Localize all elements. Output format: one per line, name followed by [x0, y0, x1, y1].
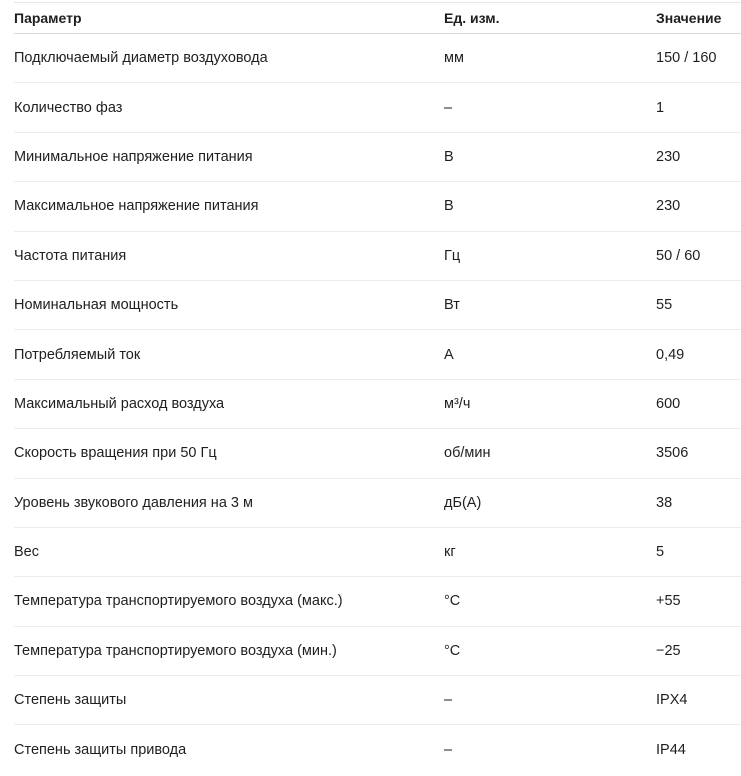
table-row — [14, 232, 741, 281]
cell-param: Температура транспортируемого воздуха (макс.) — [14, 593, 343, 610]
cell-value: IP44 — [656, 742, 686, 759]
cell-unit: В — [444, 148, 454, 165]
cell-param: Вес — [14, 544, 39, 561]
table-row — [14, 380, 741, 429]
table-row — [14, 330, 741, 379]
cell-param: Количество фаз — [14, 99, 123, 116]
cell-value: 55 — [656, 297, 673, 314]
cell-value: −25 — [656, 642, 681, 659]
table-row — [14, 577, 741, 626]
cell-param: Подключаемый диаметр воздуховода — [14, 50, 268, 67]
table-header — [14, 3, 741, 34]
cell-param: Номинальная мощность — [14, 297, 179, 314]
cell-param: Максимальное напряжение питания — [14, 198, 259, 215]
cell-unit: – — [444, 99, 453, 116]
header-param: Параметр — [14, 10, 82, 26]
table-row — [14, 528, 741, 577]
header-unit: Ед. изм. — [444, 10, 500, 26]
table-row — [14, 676, 741, 725]
cell-value: 3506 — [656, 445, 689, 462]
cell-param: Минимальное напряжение питания — [14, 148, 253, 165]
specs-table — [14, 2, 741, 775]
cell-unit: Вт — [444, 297, 460, 314]
table-row — [14, 34, 741, 83]
cell-unit: Гц — [444, 247, 461, 264]
cell-unit: мм — [444, 50, 464, 67]
cell-unit: кг — [444, 544, 456, 561]
cell-param: Скорость вращения при 50 Гц — [14, 445, 217, 462]
cell-value: +55 — [656, 593, 681, 610]
cell-param: Частота питания — [14, 247, 127, 264]
cell-value: 0,49 — [656, 346, 685, 363]
cell-param: Уровень звукового давления на 3 м — [14, 494, 253, 511]
cell-value: 1 — [656, 99, 665, 116]
cell-value: 600 — [656, 395, 681, 412]
cell-unit: об/мин — [444, 445, 491, 462]
cell-param: Степень защиты — [14, 692, 127, 709]
cell-value: 150 / 160 — [656, 50, 717, 67]
cell-unit: – — [444, 742, 453, 759]
cell-unit: дБ(А) — [444, 494, 482, 511]
table-row — [14, 83, 741, 132]
cell-param: Потребляемый ток — [14, 346, 141, 363]
table-row — [14, 281, 741, 330]
cell-value: 230 — [656, 198, 681, 215]
cell-unit: А — [444, 346, 454, 363]
cell-unit: м³/ч — [444, 395, 471, 412]
table-row — [14, 627, 741, 676]
cell-value: 230 — [656, 148, 681, 165]
cell-unit: В — [444, 198, 454, 215]
cell-unit: – — [444, 692, 453, 709]
cell-param: Степень защиты привода — [14, 742, 187, 759]
cell-unit: °C — [444, 642, 461, 659]
table-row — [14, 133, 741, 182]
cell-value: 38 — [656, 494, 673, 511]
cell-param: Максимальный расход воздуха — [14, 395, 225, 412]
table-row — [14, 479, 741, 528]
cell-param: Температура транспортируемого воздуха (мин.) — [14, 642, 337, 659]
cell-value: 50 / 60 — [656, 247, 701, 264]
cell-value: IPX4 — [656, 692, 688, 709]
table-row — [14, 182, 741, 231]
table-row — [14, 725, 741, 774]
cell-value: 5 — [656, 544, 665, 561]
cell-unit: °C — [444, 593, 461, 610]
table-row — [14, 429, 741, 478]
header-value: Значение — [656, 10, 722, 26]
